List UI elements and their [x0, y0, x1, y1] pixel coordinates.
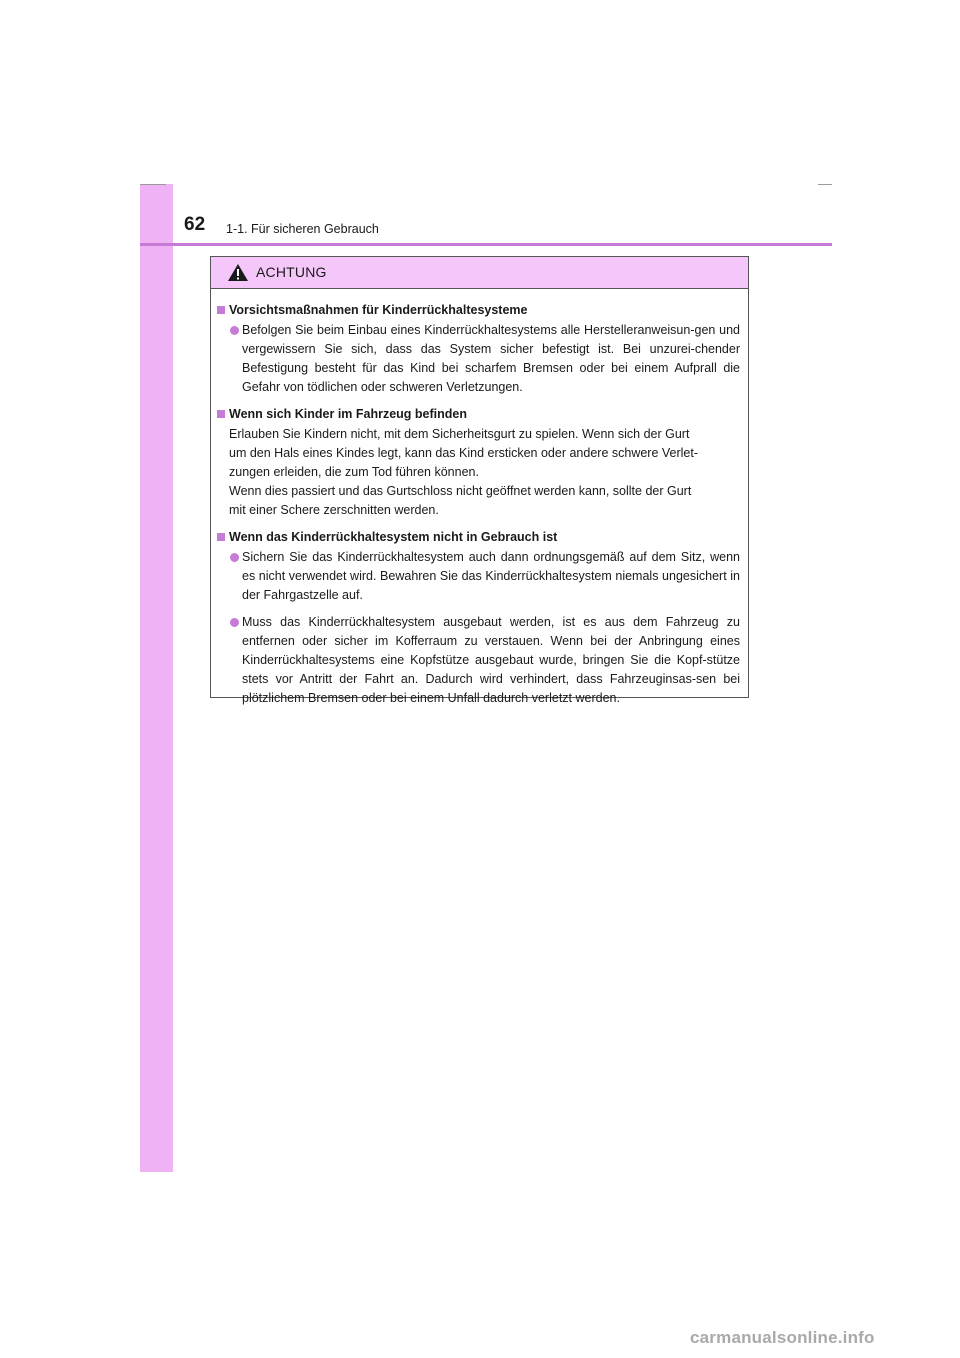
paragraph-line: Erlauben Sie Kindern nicht, mit dem Sicherheitsgurt zu spielen. Wenn sich der Gurt [229, 427, 690, 441]
list-item-text: Sichern Sie das Kinderrückhaltesystem auch dann ordnungsgemäß auf dem Sitz, wenn es nicht verwendet wird. Bewahren Sie das Kinderrückhaltesystem niemals ungesichert in der Fahrgastzelle auf. [242, 550, 740, 602]
section-heading-text: Wenn das Kinderrückhaltesystem nicht in Gebrauch ist [229, 530, 558, 544]
list-item [217, 321, 742, 397]
warning-body [211, 289, 748, 708]
list-item-text: Muss das Kinderrückhaltesystem ausgebaut werden, ist es aus dem Fahrzeug zu entfernen oder sicher im Kofferraum zu verstauen. Wenn bei der Anbringung eines Kinderrückhaltesystems eine Kopfstütze ausgebaut wurde, bringen Sie die Kopf-stütze stets vor Antritt der Fahrt an. Dadurch wird verhindert, dass Fahrzeuginsas-sen bei plötzlichem Bremsen oder bei einem Unfall dadurch verletzt werden. [242, 615, 740, 705]
crop-mark-right [818, 184, 832, 185]
square-bullet-icon [217, 410, 225, 418]
paragraph-line: mit einer Schere zerschnitten werden. [229, 503, 439, 517]
square-bullet-icon [217, 533, 225, 541]
warning-triangle-icon [227, 263, 249, 282]
watermark: carmanualsonline.info [690, 1328, 875, 1347]
section-heading [217, 301, 742, 320]
section-heading-text: Wenn sich Kinder im Fahrzeug befinden [229, 407, 467, 421]
warning-section-child-restraint-precautions [217, 301, 742, 397]
side-tab-band [140, 184, 173, 1172]
warning-header [211, 257, 748, 289]
list-item [217, 613, 742, 708]
square-bullet-icon [217, 306, 225, 314]
round-bullet-icon [230, 553, 239, 562]
page-number: 62 [184, 214, 206, 235]
list-item-text: Befolgen Sie beim Einbau eines Kinderrückhaltesystems alle Herstelleranweisun-gen und vergewissern Sie sich, dass das System sicher befestigt ist. Bei unzurei-chender Befestigung besteht für das Kind bei scharfem Bremsen oder bei einem Aufprall die Gefahr von tödlichen oder schweren Verletzungen. [242, 323, 740, 394]
paragraph-line: um den Hals eines Kindes legt, kann das Kind ersticken oder andere schwere Verlet- [229, 446, 699, 460]
paragraph-line: Wenn dies passiert und das Gurtschloss nicht geöffnet werden kann, sollte der Gurt [229, 484, 692, 498]
list-item [217, 548, 742, 605]
warning-section-restraint-not-in-use [217, 528, 742, 708]
warning-title: ACHTUNG [256, 264, 327, 280]
section-title: 1-1. Für sicheren Gebrauch [226, 222, 379, 236]
crop-mark-left [140, 184, 166, 185]
section-heading [217, 528, 742, 547]
round-bullet-icon [230, 326, 239, 335]
round-bullet-icon [230, 618, 239, 627]
header-rule [140, 243, 832, 246]
paragraph-line: zungen erleiden, die zum Tod führen können. [229, 465, 479, 479]
warning-section-children-in-vehicle [217, 405, 742, 520]
section-paragraph [217, 425, 742, 520]
section-heading-text: Vorsichtsmaßnahmen für Kinderrückhaltesysteme [229, 303, 528, 317]
warning-box [210, 256, 749, 705]
section-heading [217, 405, 742, 424]
